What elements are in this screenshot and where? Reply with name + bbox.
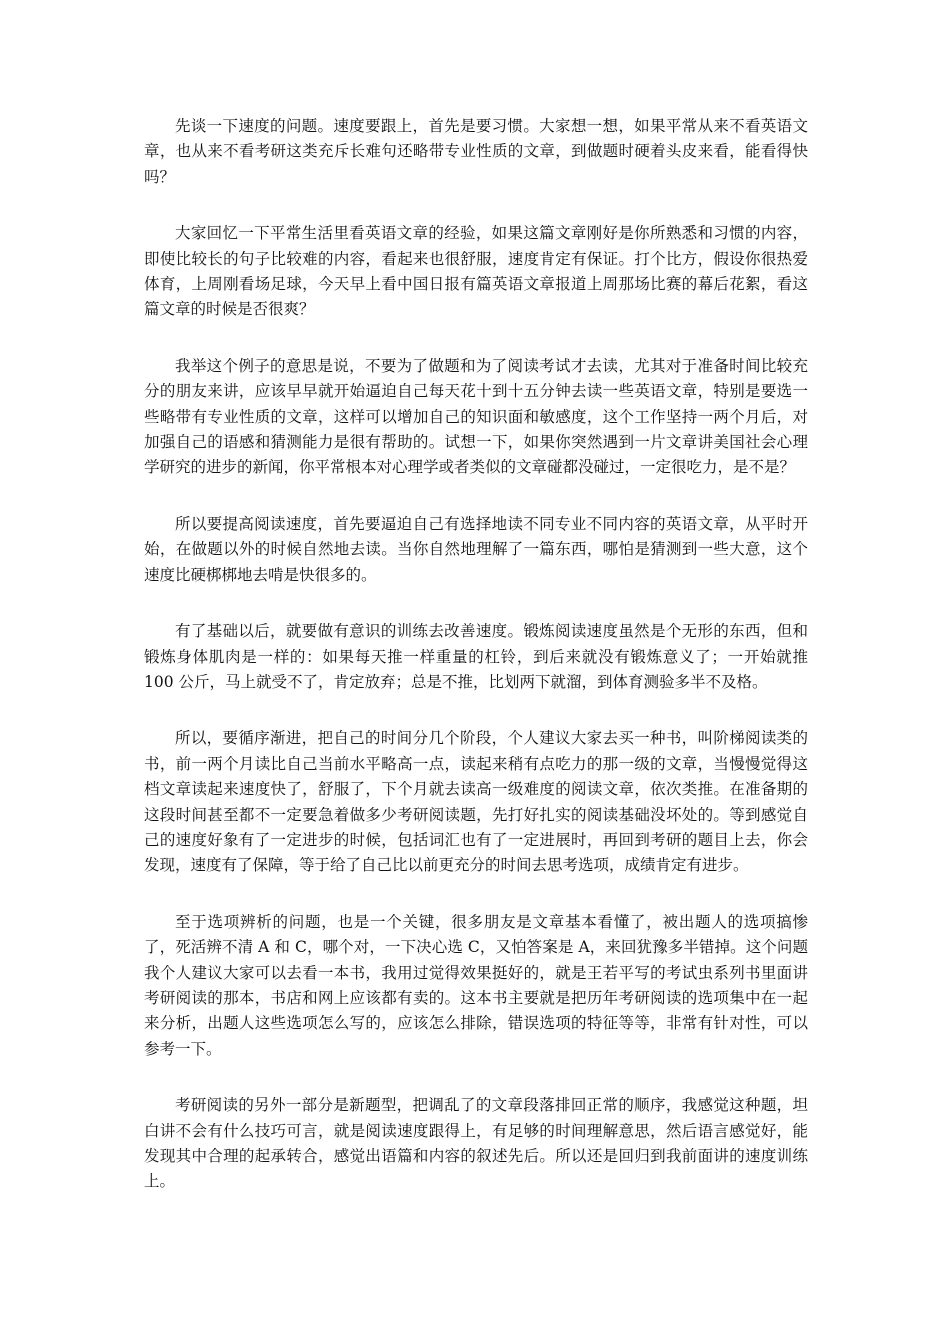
paragraph-conscious-training: 有了基础以后，就要做有意识的训练去改善速度。锻炼阅读速度虽然是个无形的东西，但和锻炼身体肌肉是一样的：如果每天推一样重量的杠铃，到后来就没有锻炼意义了；一开始就推 100 公斤，马上就受不了，肯定放弃；总是不推，比划两下就溜，到体育测验多半不及格。 [144, 622, 808, 691]
paragraph-step-by-step: 所以，要循序渐进，把自己的时间分几个阶段，个人建议大家去买一种书，叫阶梯阅读类的书，前一两个月读比自己当前水平略高一点，读起来稍有点吃力的那一级的文章，当慢慢觉得这档文章读起来速度快了，舒服了，下个月就去读高一级难度的阅读文章，依次类推。在准备期的这段时间甚至都不一定要急着做多少考研阅读题，先打好扎实的阅读基础没坏处的。等到感觉自己的速度好象有了一定进步的时候，包括词汇也有了一定进展时，再回到考研的题目上去，你会发现，速度有了保障，等于给了自己比以前更充分的时间去思考选项，成绩肯定有进步。 [144, 729, 808, 875]
paragraph-reading-speed-habit: 先谈一下速度的问题。速度要跟上，首先是要习惯。大家想一想，如果平常从来不看英语文章，也从来不看考研这类充斥长难句还略带专业性质的文章，到做题时硬着头皮来看，能看得快吗？ [144, 117, 808, 186]
paragraph-daily-reading: 我举这个例子的意思是说，不要为了做题和为了阅读考试才去读，尤其对于准备时间比较充分的朋友来讲，应该早早就开始逼迫自己每天花十到十五分钟去读一些英语文章，特别是要选一些略带有专业性质的文章，这样可以增加自己的知识面和敏感度，这个工作坚持一两个月后，对加强自己的语感和猜测能力是很有帮助的。试想一下，如果你突然遇到一片文章讲美国社会心理学研究的进步的新闻，你平常根本对心理学或者类似的文章碰都没碰过，一定很吃力，是不是？ [144, 356, 808, 477]
paragraph-improve-speed: 所以要提高阅读速度，首先要逼迫自己有选择地读不同专业不同内容的英语文章，从平时开始，在做题以外的时候自然地去读。当你自然地理解了一篇东西，哪怕是猜测到一些大意，这个速度比硬梆梆地去啃是快很多的。 [144, 514, 808, 584]
paragraph-familiar-content: 大家回忆一下平常生活里看英语文章的经验，如果这篇文章刚好是你所熟悉和习惯的内容，即使比较长的句子比较难的内容，看起来也很舒服，速度肯定有保证。打个比方，假设你很热爱体育，上周刚看场足球，今天早上看中国日报有篇英语文章报道上周那场比赛的幕后花絮，看这篇文章的时候是否很爽？ [144, 224, 808, 319]
paragraph-new-question-type: 考研阅读的另外一部分是新题型，把调乱了的文章段落排回正常的顺序，我感觉这种题，坦白讲不会有什么技巧可言，就是阅读速度跟得上，有足够的时间理解意思，然后语言感觉好，能发现其中合理的起承转合，感觉出语篇和内容的叙述先后。所以还是回归到我前面讲的速度训练上。 [144, 1096, 808, 1191]
paragraph-option-analysis: 至于选项辨析的问题，也是一个关键，很多朋友是文章基本看懂了，被出题人的选项搞惨了，死活辨不清 A 和 C，哪个对，一下决心选 C，又怕答案是 A，来回犹豫多半错掉。这个问题我个人建议大家可以去看一本书，我用过觉得效果挺好的，就是王若平写的考试虫系列书里面讲考研阅读的那本，书店和网上应该都有卖的。这本书主要就是把历年考研阅读的选项集中在一起来分析，出题人这些选项怎么写的，应该怎么排除，错误选项的特征等等，非常有针对性，可以参考一下。 [144, 912, 808, 1058]
document-body [144, 114, 808, 1226]
